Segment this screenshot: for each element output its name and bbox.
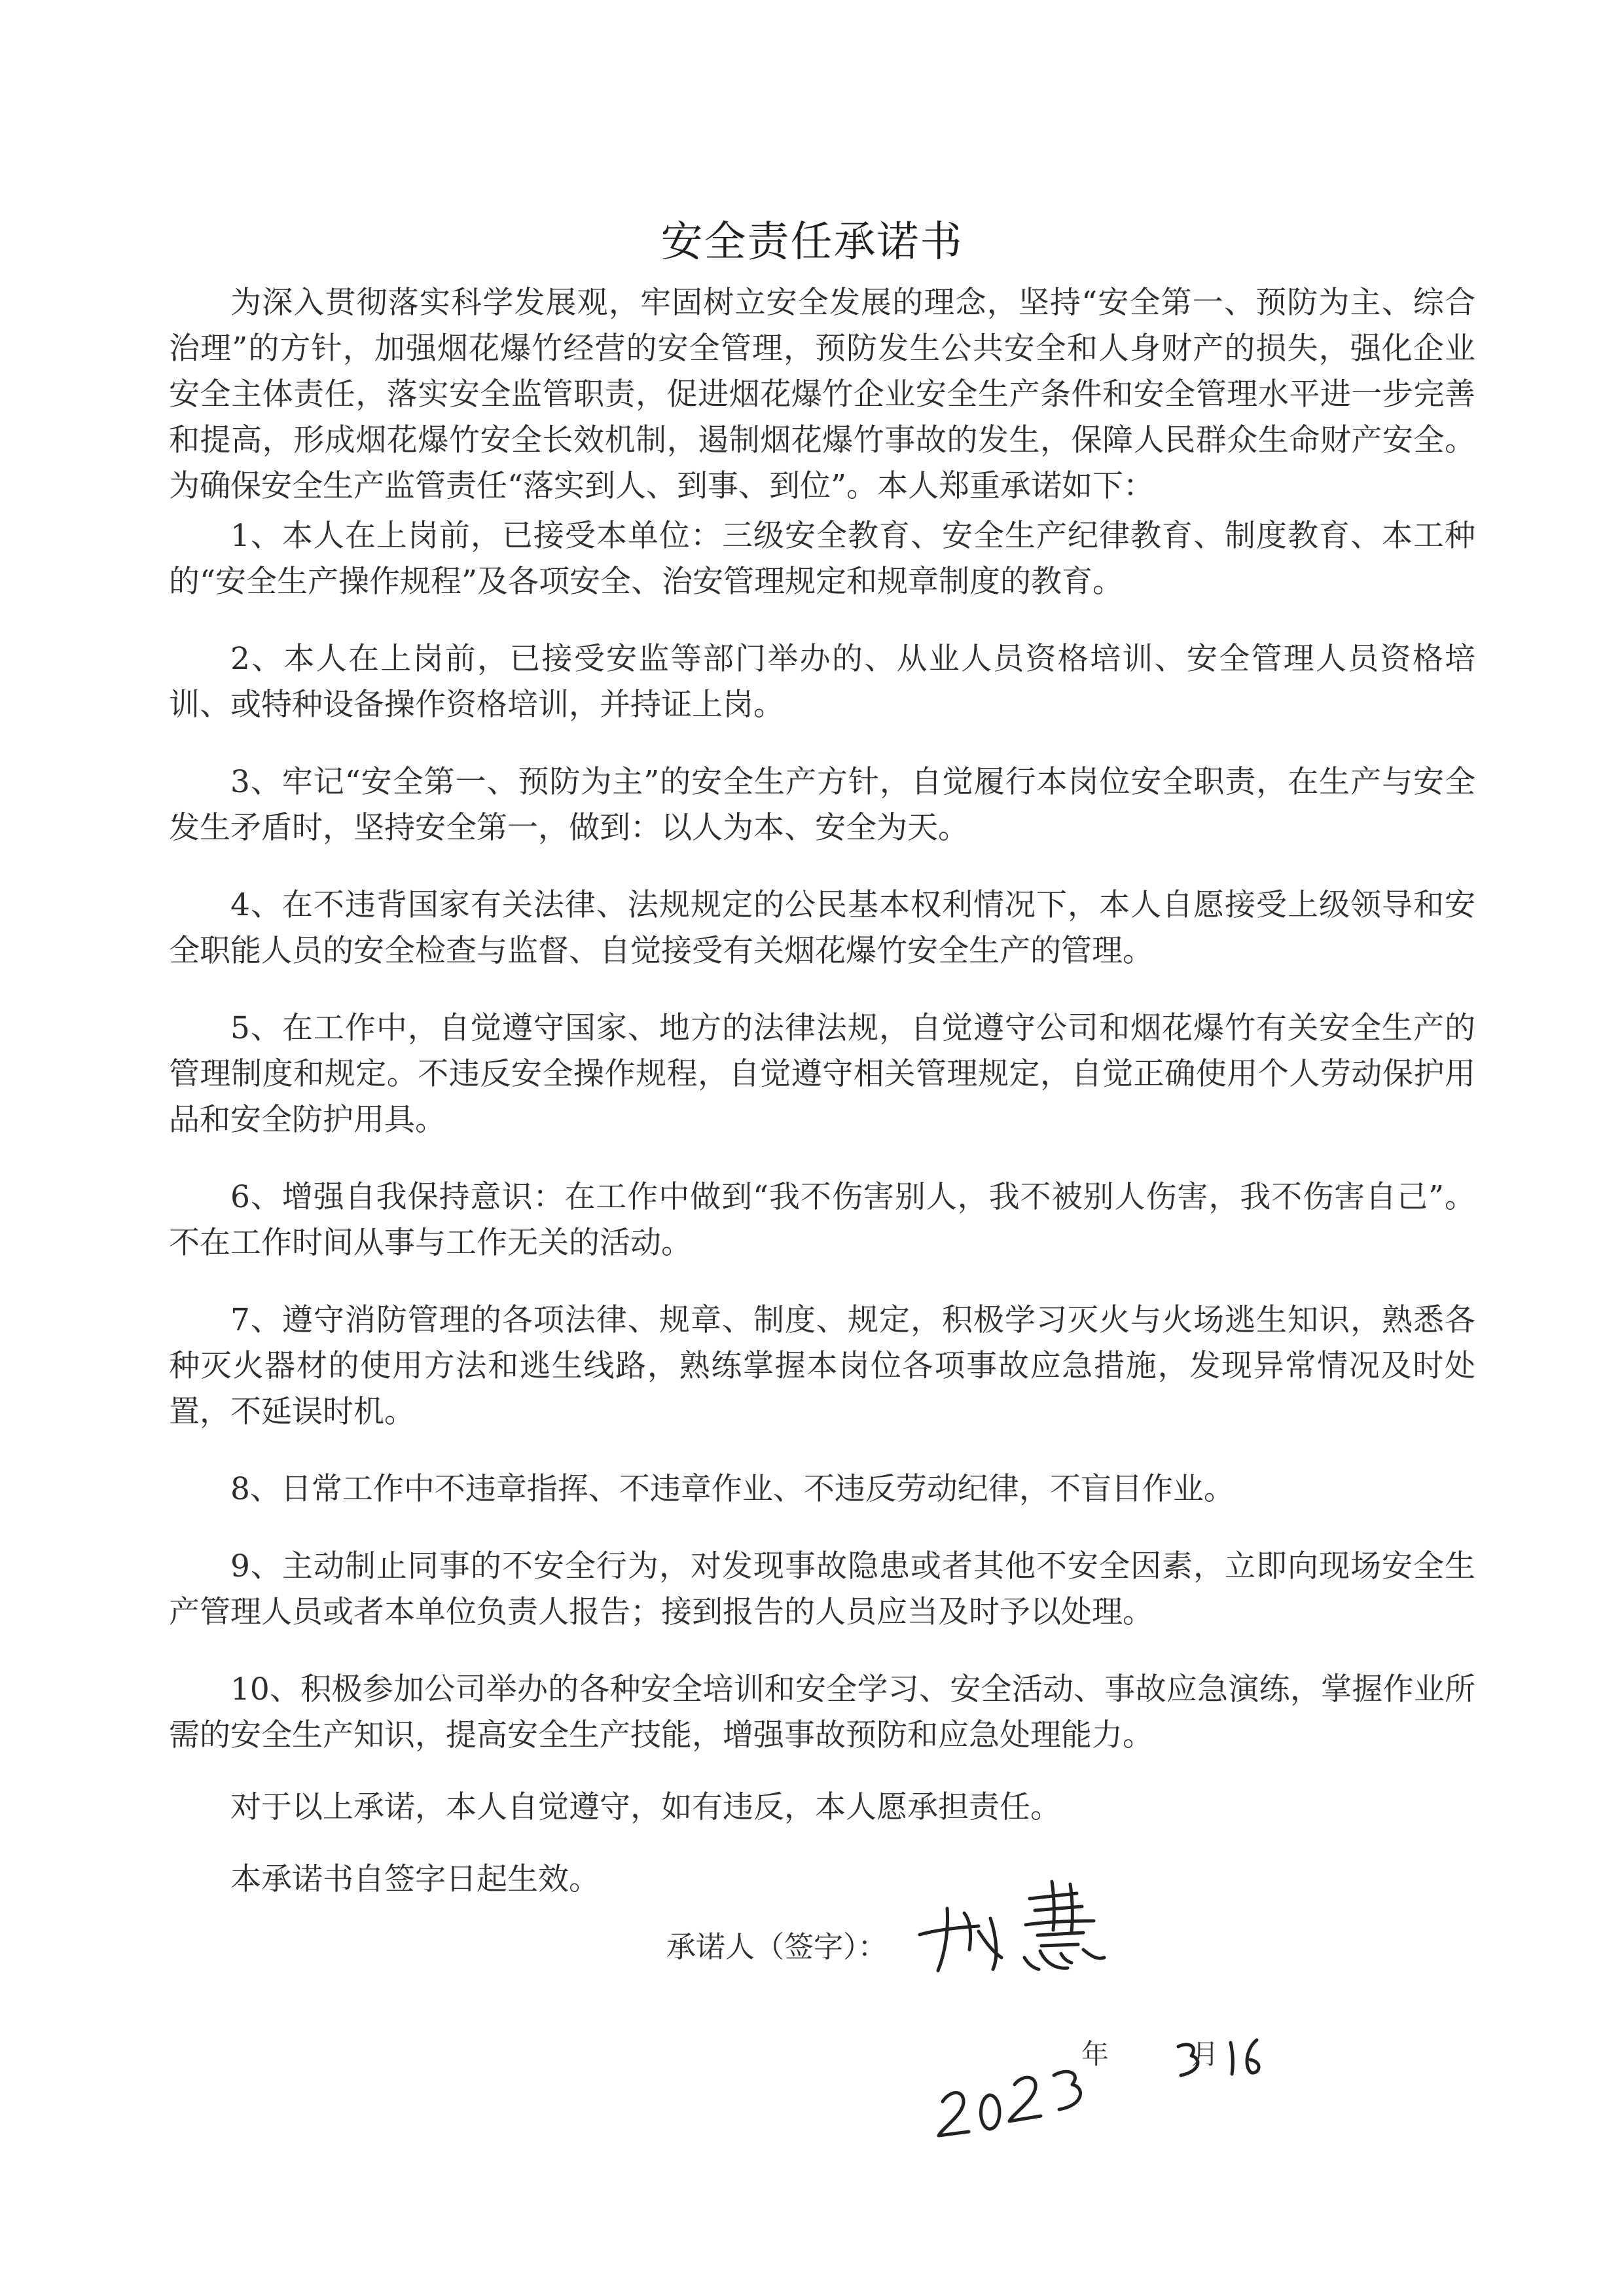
commitment-item-2: 2、本人在上岗前，已接受安监等部门举办的、从业人员资格培训、安全管理人员资格培训、或特种设备操作资格培训，并持证上岗。 [169,641,1475,723]
date-year-label: 年 [1081,2038,1110,2070]
document-body [169,280,1475,1934]
commitment-item-4: 4、在不违背国家有关法律、法规规定的公民基本权利情况下，本人自愿接受上级领导和安全职能人员的安全检查与监督、自觉接受有关烟花爆竹安全生产的管理。 [169,887,1475,969]
effective-statement: 本承诺书自签字日起生效。 [230,1861,600,1897]
date-month-label: 月 [1191,2038,1219,2070]
intro-paragraph: 为深入贯彻落实科学发展观，牢固树立安全发展的理念，坚持“安全第一、预防为主、综合治理”的方针，加强烟花爆竹经营的安全管理，预防发生公共安全和人身财产的损失，强化企业安全主体责任，落实安全监管职责，促进烟花爆竹企业安全生产条件和安全管理水平进一步完善和提高，形成烟花爆竹安全长效机制，遏制烟花爆竹事故的发生，保障人民群众生命财产安全。为确保安全生产监管责任“落实到人、到事、到位”。本人郑重承诺如下： [169,285,1475,504]
commitment-item-8: 8、日常工作中不违章指挥、不违章作业、不违反劳动纪律，不盲目作业。 [230,1471,1235,1507]
handwritten-signature [907,1872,1155,1984]
commitment-item-3: 3、牢记“安全第一、预防为主”的安全生产方针，自觉履行本岗位安全职责，在生产与安全发生矛盾时，坚持安全第一，做到：以人为本、安全为天。 [169,764,1475,846]
commitment-item-10: 10、积极参加公司举办的各种安全培训和安全学习、安全活动、事故应急演练，掌握作业所需的安全生产知识，提高安全生产技能，增强事故预防和应急处理能力。 [169,1671,1475,1753]
document-title: 安全责任承诺书 [660,218,964,266]
closing-statement: 对于以上承诺，本人自觉遵守，如有违反，本人愿承担责任。 [230,1789,1061,1825]
commitment-item-1: 1、本人在上岗前，已接受本单位：三级安全教育、安全生产纪律教育、制度教育、本工种的“安全生产操作规程”及各项安全、治安管理规定和规章制度的教育。 [169,518,1475,600]
signature-label: 承诺人（签字）： [666,1929,888,1964]
commitment-item-9: 9、主动制止同事的不安全行为，对发现事故隐患或者其他不安全因素，立即向现场安全生产管理人员或者本单位负责人报告；接到报告的人员应当及时予以处理。 [169,1548,1475,1630]
commitment-item-5: 5、在工作中，自觉遵守国家、地方的法律法规，自觉遵守公司和烟花爆竹有关安全生产的管理制度和规定。不违反安全操作规程，自觉遵守相关管理规定，自觉正确使用个人劳动保护用品和安全防护用具。 [169,1010,1475,1138]
commitment-item-6: 6、增强自我保持意识：在工作中做到“我不伤害别人，我不被别人伤害，我不伤害自己”。不在工作时间从事与工作无关的活动。 [169,1179,1475,1261]
commitment-item-7: 7、遵守消防管理的各项法律、规章、制度、规定，积极学习灭火与火场逃生知识，熟悉各种灭火器材的使用方法和逃生线路，熟练掌握本岗位各项事故应急措施，发现异常情况及时处置，不延误时机。 [169,1302,1475,1430]
